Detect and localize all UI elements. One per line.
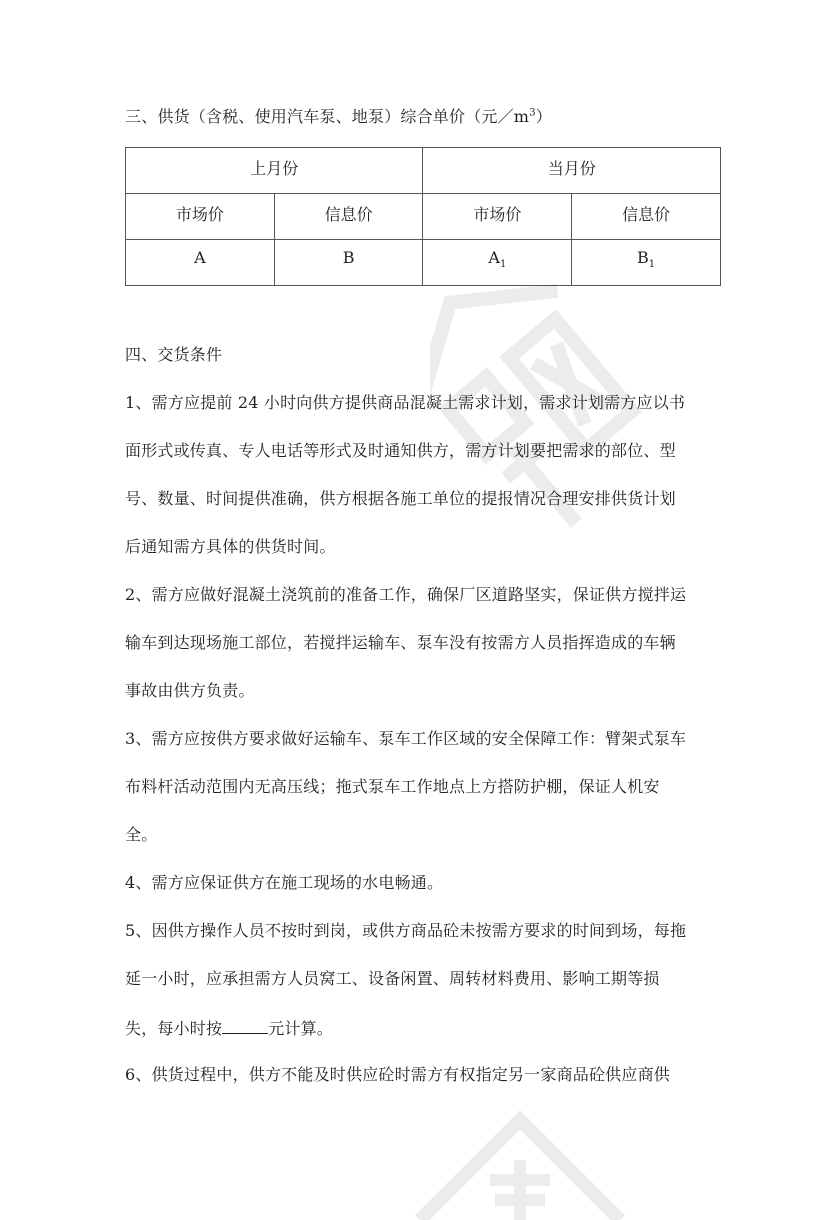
paragraph-line: 后通知需方具体的供货时间。 <box>125 537 336 556</box>
paragraph-line: 5、因供方操作人员不按时到岗，或供方商品砼未按需方要求的时间到场，每拖 <box>125 921 687 940</box>
paragraph-line: 面形式或传真、专人电话等形式及时通知供方，需方计划要把需求的部位、型 <box>125 441 676 460</box>
cell-value: B <box>637 248 649 267</box>
text-segment: 失，每小时按 <box>125 1019 223 1038</box>
group-header-last-month: 上月份 <box>126 148 423 194</box>
cell-value: B <box>342 248 355 267</box>
cell-value: A <box>194 248 206 267</box>
table-row <box>126 240 721 286</box>
section-4-heading: 四、交货条件 <box>125 345 223 364</box>
table-cell <box>274 240 423 286</box>
heading-text: 三、供货（含税、使用汽车泵、地泵）综合单价（元／m <box>125 107 530 126</box>
superscript-3: 3 <box>529 107 536 119</box>
paragraph-line: 6、供货过程中，供方不能及时供应砼时需方有权指定另一家商品砼供应商供 <box>125 1065 670 1084</box>
paragraph-line: 输车到达现场施工部位，若搅拌运输车、泵车没有按需方人员指挥造成的车辆 <box>125 633 676 652</box>
cell-subscript: 1 <box>648 259 656 271</box>
section-3-heading <box>125 107 552 127</box>
fill-in-blank[interactable] <box>222 1017 268 1034</box>
paragraph-line: 事故由供方负责。 <box>125 681 255 700</box>
paragraph-line: 布料杆活动范围内无高压线；拖式泵车工作地点上方搭防护棚，保证人机安 <box>125 777 660 796</box>
paragraph-line: 延一小时，应承担需方人员窝工、设备闲置、周转材料费用、影响工期等损 <box>125 969 660 988</box>
table-cell <box>126 240 275 286</box>
paragraph-line: 全。 <box>125 825 158 844</box>
column-header-market-price: 市场价 <box>126 194 275 240</box>
heading-close-paren: ） <box>535 107 552 126</box>
paragraph-line: 2、需方应做好混凝土浇筑前的准备工作，确保厂区道路坚实，保证供方搅拌运 <box>125 585 687 604</box>
column-header-info-price: 信息价 <box>572 194 721 240</box>
paragraph-line: 1、需方应提前 24 小时向供方提供商品混凝土需求计划，需求计划需方应以书 <box>125 393 686 412</box>
table-cell <box>572 240 721 286</box>
paragraph-line: 号、数量、时间提供准确，供方根据各施工单位的提报情况合理安排供货计划 <box>125 489 676 508</box>
watermark-logo-icon <box>390 1100 650 1220</box>
column-header-info-price: 信息价 <box>274 194 423 240</box>
group-header-this-month: 当月份 <box>423 148 721 194</box>
paragraph-line-with-blank <box>125 1017 333 1039</box>
price-table <box>125 147 721 286</box>
cell-value: A <box>488 248 500 267</box>
table-column-header-row <box>126 194 721 240</box>
cell-subscript: 1 <box>499 259 507 271</box>
table-group-header-row <box>126 148 721 194</box>
paragraph-line: 3、需方应按供方要求做好运输车、泵车工作区域的安全保障工作：臂架式泵车 <box>125 729 687 748</box>
column-header-market-price: 市场价 <box>423 194 572 240</box>
table-cell <box>423 240 572 286</box>
paragraph-line: 4、需方应保证供方在施工现场的水电畅通。 <box>125 873 444 892</box>
text-segment: 元计算。 <box>268 1019 334 1038</box>
